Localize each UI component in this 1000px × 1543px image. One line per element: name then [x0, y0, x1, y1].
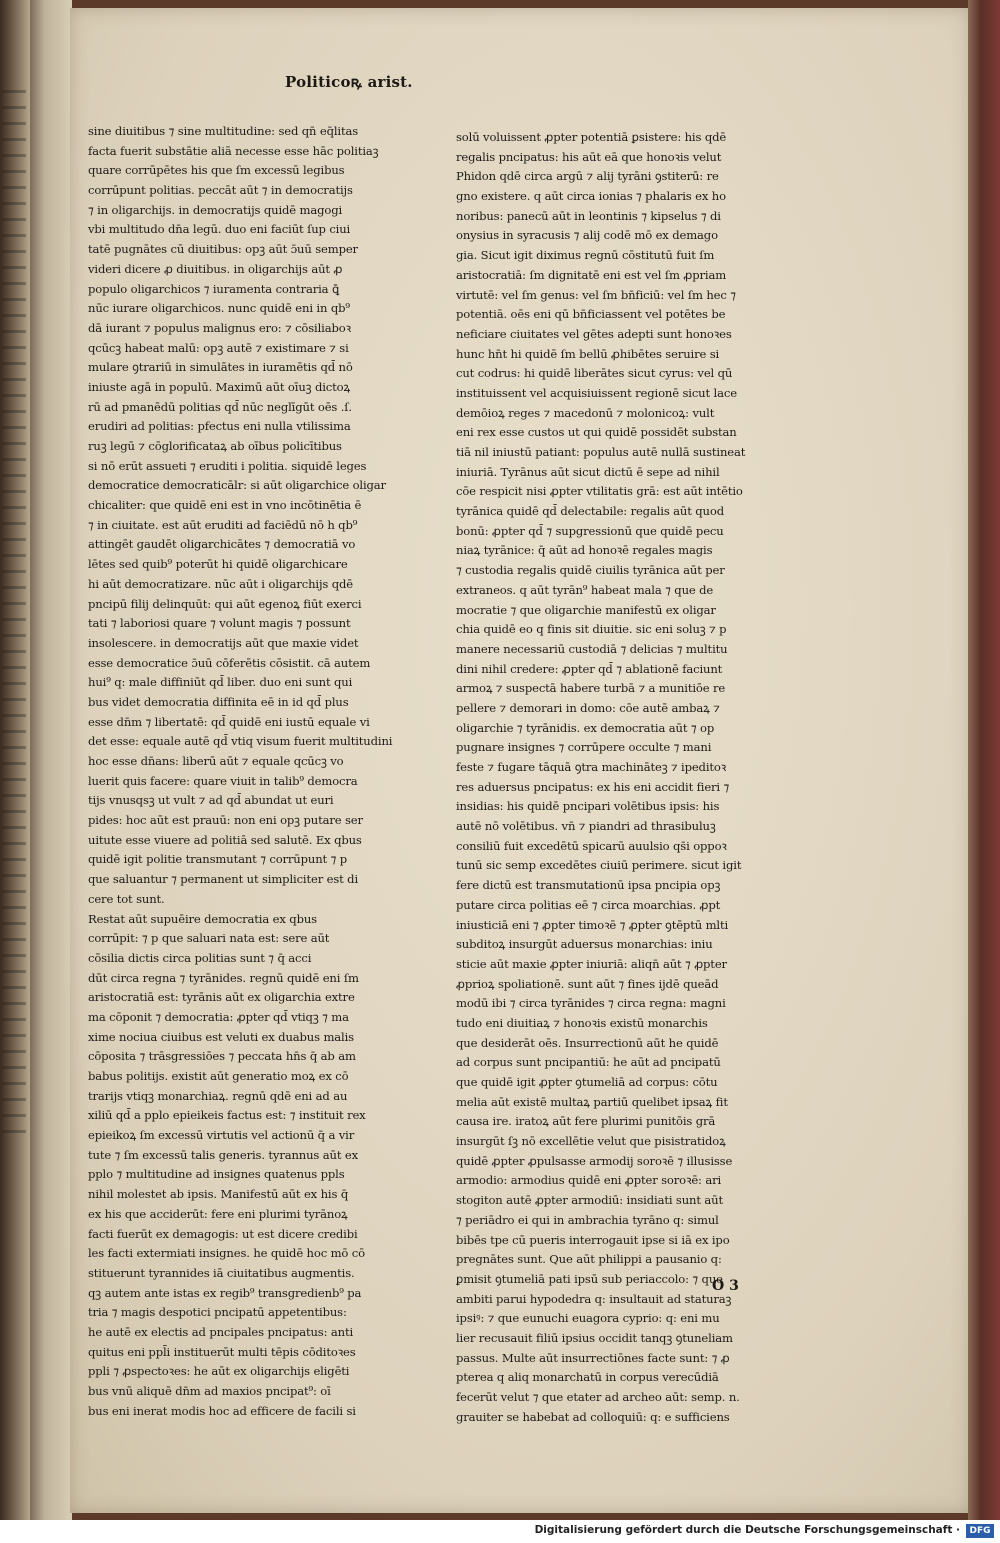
text-line: ꝑmisit ꝯtumeliā pati ipsū sub periaccolo: ⁊ que: [456, 1271, 723, 1286]
text-line: esse democratice ɔ̄uū cōferētis cōsistit. cā autem: [88, 655, 371, 670]
text-line: quidē ꝓpter ꝓpulsasse armodij soroꝛē ⁊ illusisse: [456, 1153, 733, 1168]
text-line: ruꝫ legū ⁊ cōglorificataꝝ ab oībus policītibus: [88, 439, 342, 453]
text-line: armodio: armodius quidē eni ꝓpter soroꝛē: ari: [456, 1173, 722, 1188]
text-line: cōe respicit nisi ꝓpter vtilitatis grā: est aūt intētio: [456, 484, 743, 499]
text-line: he autē ex electis ad pncipales pncipatus: anti: [88, 1324, 354, 1339]
book-binding-edge: [968, 0, 1000, 1520]
text-line: iniusticiā eni ⁊ ꝓpter timoꝛē ⁊ ꝓpter ꝯtēptū mlti: [456, 917, 729, 932]
text-column-left: [88, 122, 396, 1421]
text-line: grauiter se habebat ad colloquiū: q: e sufficiens: [456, 1409, 730, 1424]
text-line: autē nō volētibus. vn̄ ⁊ piandri ad thrasibuluꝫ: [456, 819, 716, 834]
text-line: onysius in syracusis ⁊ alij codē mō ex demago: [456, 228, 718, 243]
text-line: manere necessariū custodiā ⁊ delicias ⁊ multitu: [456, 641, 728, 656]
text-line: gno existere. q aūt circa ionias ⁊ phalaris ex ho: [456, 189, 726, 204]
text-line: solū voluissent ꝓpter potentiā ꝑsistere: his qdē: [456, 130, 727, 144]
text-line: subditoꝝ insurgūt aduersus monarchias: iniu: [456, 937, 713, 952]
text-line: populo oligarchicos ⁊ iuramenta contraria ꝗ̄: [88, 281, 340, 296]
text-line: corrūpunt politias. peccāt aūt ⁊ in democratijs: [88, 183, 353, 198]
text-line: bus eni inerat modis hoc ad efficere de facili si: [88, 1403, 356, 1418]
text-line: tyrānica quidē qd̄ delectabile: regalis aūt quod: [456, 504, 724, 519]
text-line: quitus eni ppl̄i instituerūt multi tēpis cōditoꝛes: [88, 1344, 356, 1359]
text-line: babus politijs. existit aūt generatio moꝝ ex cō: [88, 1069, 349, 1083]
facing-page-edge: [0, 0, 30, 1520]
text-line: tunū sic semp excedētes ciuiū perimere. sicut igit: [456, 858, 742, 873]
text-line: regalis pncipatus: his aūt eā que honoꝛis velut: [456, 149, 722, 164]
text-line: tria ⁊ magis despotici pncipatū appetentibus:: [88, 1305, 347, 1320]
text-line: corrūpit: ⁊ p que saluari nata est: sere aūt: [88, 931, 330, 946]
text-line: oligarchie ⁊ tyrānidis. ex democratia aūt ⁊ op: [456, 720, 715, 735]
text-line: hoc esse dn̄ans: liberū aūt ⁊ equale qcūcꝫ vo: [88, 754, 344, 768]
text-line: causa ire. iratoꝝ aūt fere plurimi punitōis grā: [456, 1114, 716, 1129]
text-line: mocratie ⁊ que oligarchie manifestū ex oligar: [456, 602, 716, 617]
text-line: facta fuerit substātie aliā necesse esse hāc politiaꝫ: [88, 143, 379, 158]
text-line: qcūcꝫ habeat malū: opꝫ autē ⁊ existimare ⁊ si: [88, 340, 349, 355]
text-line: consiliū fuit excedētū spicarū auulsio qs̄i oppoꝛ: [456, 838, 727, 853]
text-line: Restat aūt supuēire democratia ex qbus: [88, 911, 317, 926]
text-line: pplo ⁊ multitudine ad insignes quatenus ppls: [88, 1167, 345, 1182]
text-line: ipsiꝰ: ⁊ que eunuchi euagora cyprio: q: eni mu: [456, 1311, 720, 1326]
text-line: ppli ⁊ ꝓspectoꝛes: he aūt ex oligarchijs eligēti: [88, 1364, 350, 1379]
text-line: insidias: his quidē pncipari volētibus ipsis: his: [456, 799, 720, 814]
text-line: insolescere. in democratijs aūt que maxie videt: [88, 635, 359, 650]
text-line: trarijs vtiqꝫ monarchiaꝝ. regnū qdē eni ad au: [88, 1088, 348, 1103]
facing-page-text-fragment: [2, 90, 26, 1140]
text-line: instituissent vel acquisiuissent regionē sicut lace: [456, 385, 737, 400]
text-line: xiliū qd̄ a pplo epieikeis factus est: ⁊ instituit rex: [88, 1108, 366, 1123]
text-line: que quidē igit ꝓpter ꝯtumeliā ad corpus: cōtu: [456, 1075, 718, 1089]
text-line: cere tot sunt.: [88, 891, 165, 906]
text-line: pterea q aliq monarchatū in corpus verecūdiā: [456, 1370, 719, 1385]
text-line: hunc hn̄t hi quidē ſm bellū ꝓhibētes seruire si: [456, 346, 720, 361]
text-line: putare circa politias eē ⁊ circa moarchias. ꝓpt: [456, 897, 721, 912]
text-line: iniuriā. Tyrānus aūt sicut dictū ē sepe ad nihil: [456, 464, 720, 479]
text-line: pellere ⁊ demorari in domo: cōe autē ambaꝝ ⁊: [456, 700, 720, 715]
text-line: stogiton autē ꝓpter armodiū: insidiati sunt aūt: [456, 1193, 723, 1208]
text-line: ⁊ in oligarchijs. in democratijs quidē magogi: [88, 202, 343, 217]
text-line: eni rex esse custos ut qui quidē possidēt substan: [456, 425, 737, 440]
text-line: bus vnū aliquē dn̄m ad maxios pncipat⁹: oī: [88, 1384, 331, 1398]
text-line: extraneos. q aūt tyrān⁹ habeat mala ⁊ que de: [456, 582, 714, 597]
text-line: melia aūt existē multaꝝ partiū quelibet ipsaꝝ fit: [456, 1094, 728, 1109]
text-line: que saluantur ⁊ permanent ut simpliciter est di: [88, 872, 359, 887]
text-line: tati ⁊ laboriosi quare ⁊ volunt magis ⁊ possunt: [88, 616, 351, 631]
text-line: epieikoꝝ ſm excessū virtutis vel actionū q̄ a vir: [88, 1128, 355, 1143]
running-head: Politicoꝶ arist.: [285, 73, 413, 91]
text-line: sticie aūt maxie ꝓpter iniuriā: aliqn̄ aūt ⁊ ꝓpter: [456, 956, 727, 971]
text-line: virtutē: vel ſm genus: vel ſm bn̄ficiū: vel ſm hec ⁊: [456, 287, 736, 302]
text-line: mulare ꝯtrariū in simulātes in iuramētis qd̄ nō: [88, 360, 353, 375]
text-line: det esse: equale autē qd̄ vtiq visum fuerit multitudini: [88, 734, 393, 749]
text-line: hui⁹ q: male diffiniūt qd̄ liber. duo eni sunt qui: [88, 675, 353, 690]
text-line: quidē igit politie transmutant ⁊ corrūpunt ⁊ p: [88, 852, 347, 867]
text-line: si nō erūt assueti ⁊ eruditi i politia. siquidē leges: [88, 458, 367, 473]
text-line: bibēs tpe cū pueris interrogauit ipse si iā ex ipo: [456, 1232, 730, 1247]
text-line: nihil molestet ab ipsis. Manifestū aūt ex his q̄: [88, 1187, 349, 1202]
text-line: attingēt gaudēt oligarchicātes ⁊ democratiā vo: [88, 537, 356, 552]
text-line: cut codrus: hi quidē liberātes sicut cyrus: vel qū: [456, 366, 733, 381]
text-line: fecerūt velut ⁊ que etater ad archeo aūt: semp. n.: [456, 1390, 740, 1404]
text-line: passus. Multe aūt insurrectiōnes facte sunt: ⁊ ꝓ: [456, 1350, 730, 1365]
text-line: bus videt democratia diffinita eē in id qd̄ plus: [88, 694, 349, 709]
text-line: aristocratiā: ſm dignitatē eni est vel ſm ꝓpriam: [456, 267, 727, 282]
text-line: tijs vnusqsꝫ ut vult ⁊ ad qd̄ abundat ut euri: [88, 793, 334, 808]
text-line: noribus: panecū aūt in leontinis ⁊ kipselus ⁊ di: [456, 208, 721, 223]
text-line: que desiderāt oēs. Insurrectionū aūt he quidē: [456, 1035, 719, 1050]
text-line: les facti extermiati insignes. he quidē hoc mō cō: [88, 1246, 365, 1261]
text-line: facti fuerūt ex demagogis: ut est dicere credibi: [88, 1226, 358, 1241]
text-line: chia quidē eo q finis sit diuitie. sic eni soluꝫ ⁊ p: [456, 622, 727, 637]
text-line: armoꝝ ⁊ suspectā habere turbā ⁊ a munitiōe re: [456, 681, 726, 696]
text-line: dā iurant ⁊ populus malignus ero: ⁊ cōsiliaboꝛ: [88, 320, 351, 335]
text-line: demōioꝝ reges ⁊ macedonū ⁊ molonicoꝝ: vult: [456, 405, 715, 420]
text-line: xime nociua ciuibus est veluti ex duabus malis: [88, 1029, 354, 1044]
text-line: pides: hoc aūt est prauū: non eni opꝫ putare ser: [88, 813, 363, 828]
text-line: hi aūt democratizare. nūc aūt i oligarchijs qdē: [88, 576, 354, 591]
text-line: rū ad pmanēdū politias qd̄ nūc neglīgūt oēs .ſ.: [88, 399, 352, 414]
text-line: lētes sed quib⁹ poterūt hi quidē oligarchicare: [88, 557, 348, 572]
text-line: tudo eni diuitiaꝝ ⁊ honoꝛis existū monarchis: [456, 1015, 708, 1030]
text-line: sine diuitibus ⁊ sine multitudine: sed qn̄ eq̄litas: [88, 124, 359, 138]
text-line: modū ibi ⁊ circa tyrānides ⁊ circa regna: magni: [456, 996, 726, 1011]
text-line: nūc iurare oligarchicos. nunc quidē eni in qb⁹: [88, 301, 350, 316]
text-line: ⁊ in ciuitate. est aūt eruditi ad faciēdū nō h qb⁹: [88, 517, 358, 532]
text-line: bonū: ꝓpter qd̄ ⁊ supgressionū que quidē pecu: [456, 523, 724, 538]
text-column-right: [456, 128, 764, 1427]
signature-mark: O 3: [712, 1278, 739, 1294]
text-line: neficiare ciuitates vel gētes adepti sunt honoꝛes: [456, 326, 732, 341]
text-line: quare corrūpētes his que ſm excessū legibus: [88, 163, 345, 178]
text-line: gia. Sicut igit diximus regnū cōstitutū fuit ſm: [456, 248, 715, 263]
text-line: niaꝝ tyrānice: q̄ aūt ad honoꝛē regales magis: [456, 543, 713, 558]
text-line: dini nihil credere: ꝓpter qd̄ ⁊ ablationē faciunt: [456, 661, 723, 676]
text-line: qꝫ autem ante istas ex regib⁹ transgredienb⁹ pa: [88, 1285, 362, 1300]
text-line: tatē pugnātes cū diuitibus: opꝫ aūt ɔ̄uū semper: [88, 242, 358, 257]
text-line: ex his que acciderūt: fere eni plurimi tyrānoꝝ: [88, 1206, 348, 1221]
text-line: stituerunt tyrannides iā ciuitatibus augmentis.: [88, 1265, 355, 1280]
digitization-footer: [0, 1520, 1000, 1543]
text-line: cōsilia dictis circa politias sunt ⁊ q̄ acci: [88, 950, 312, 965]
text-line: esse dn̄m ⁊ libertatē: qd̄ quidē eni iustū equale vi: [88, 714, 370, 729]
text-line: videri dicere ꝓ diuitibus. in oligarchijs aūt ꝓ: [88, 261, 343, 276]
text-line: erudiri ad politias: pfectus eni nulla vtilissima: [88, 419, 351, 434]
text-line: ambiti parui hypodedra q: insultauit ad staturaꝫ: [456, 1291, 732, 1306]
text-line: ad corpus sunt pncipantiū: he aūt ad pncipatū: [456, 1055, 721, 1070]
text-line: dūt circa regna ⁊ tyrānides. regnū quidē eni ſm: [88, 970, 359, 985]
text-line: potentiā. oēs eni qū bn̄ficiassent vel potētes be: [456, 307, 726, 322]
text-line: luerit quis facere: quare viuit in talib⁹ democra: [88, 773, 358, 788]
book-gutter: [30, 0, 72, 1520]
text-line: aristocratiā est: tyrānis aūt ex oligarchia extre: [88, 990, 355, 1005]
text-line: chicaliter: que quidē eni est in vno incōtinētia ē: [88, 498, 362, 513]
text-line: ma cōponit ⁊ democratia: ꝓpter qd̄ vtiqꝫ ⁊ ma: [88, 1009, 349, 1024]
text-line: lier recusauit filiū ipsius occidit tanqꝫ ꝯtuneliam: [456, 1330, 733, 1345]
text-line: ꝓprioꝝ spoliationē. sunt aūt ⁊ fines ijdē queād: [456, 976, 719, 991]
funding-credit: Digitalisierung gefördert durch die Deutsche Forschungsgemeinschaft ·: [534, 1524, 960, 1536]
dfg-logo: DFG: [966, 1524, 994, 1538]
text-line: ⁊ custodia regalis quidē ciuilis tyrānica aūt per: [456, 563, 725, 578]
text-line: pregnātes sunt. Que aūt philippi a pausanio q:: [456, 1252, 722, 1267]
text-line: uitute esse viuere ad politiā sed salutē. Ex qbus: [88, 832, 362, 847]
text-line: iniuste agā in populū. Maximū aūt oīuꝫ dictoꝝ: [88, 379, 351, 394]
text-line: Phidon qdē circa argū ⁊ alij tyrāni ꝯstiterū: re: [456, 169, 719, 184]
text-line: democratice democraticālr: si aūt oligarchice oligar: [88, 478, 386, 493]
text-line: pugnare insignes ⁊ corrūpere occulte ⁊ mani: [456, 740, 712, 755]
text-line: tute ⁊ ſm excessū talis generis. tyrannus aūt ex: [88, 1147, 358, 1162]
text-line: insurgūt ſꝫ nō excellētie velut que pisistratidoꝝ: [456, 1134, 726, 1149]
text-line: pncipū filij delinquūt: qui aūt egenoꝝ fiūt exerci: [88, 596, 362, 611]
text-line: cōposita ⁊ trāsgressiōes ⁊ peccata hn̄s q̄ ab am: [88, 1049, 356, 1064]
text-line: ⁊ periādro ei qui in ambrachia tyrāno q: simul: [456, 1212, 719, 1227]
text-line: vbi multitudo dn̄a legū. duo eni faciūt ſup ciui: [88, 222, 351, 237]
text-line: fere dictū est transmutationū ipsa pncipia opꝫ: [456, 878, 721, 893]
text-line: tiā nil iniustū patiant: populus autē nullā sustineat: [456, 445, 746, 459]
text-line: feste ⁊ fugare tāquā ꝯtra machināteꝫ ⁊ ipeditoꝛ: [456, 760, 727, 774]
text-line: res aduersus pncipatus: ex his eni accidit fieri ⁊: [456, 779, 730, 794]
